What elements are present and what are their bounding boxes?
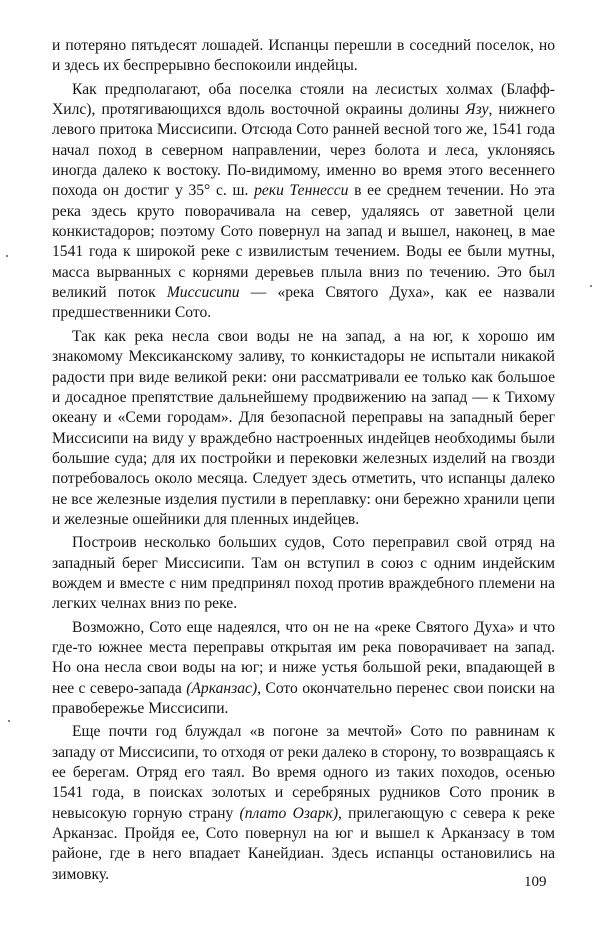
paragraph xyxy=(52,36,555,77)
scan-speck xyxy=(590,285,592,287)
paragraph-text: Как предполагают, оба поселка стояли на лесистых холмах (Блафф-Хилс), протягивающихся вдоль восточной окраины долины Язу, нижнего левого притока Миссисипи. Отсюда Сото ранней весной того же, 1541 года начал поход в северном направлении, через болота и леса, уклоняясь иногда далеко к востоку. По-видимому, именно во время этого весеннего похода он достиг у 35° с. ш. реки Теннесси в ее среднем течении. Но эта река здесь круто поворачивала на север, удаляясь от заветной цели конкистадоров; поэтому Сото повернул на запад и вышел, наконец, в мае 1541 года к широкой реке с извилистым течением. Воды ее были мутны, масса вырванных с корнями деревьев плыла вниз по течению. Это был великий поток Миссисипи — «река Святого Духа», как ее назвали предшественники Сото. xyxy=(52,80,555,322)
scan-speck xyxy=(8,720,10,722)
paragraph-text: Так как река несла свои воды не на запад, а на юг, к хорошо им знакомому Мексиканскому заливу, то конкистадоры не испытали никакой радости при виде великой реки: они рассматривали ее только как большое и досадное препятствие дальнейшему продвижению на запад — к Тихому океану и «Семи городам». Для безопасной переправы на западный берег Миссисипи на виду у враждебно настроенных индейцев необходимы были большие суда; для их постройки и перековки железных изделий на гвозди потребовалось около месяца. Следует здесь отметить, что испанцы далеко не все железные изделия пустили в переплавку: они бережно хранили цепи и железные ошейники для пленных индейцев. xyxy=(52,327,555,528)
paragraph-text: и потеряно пятьдесят лошадей. Испанцы перешли в соседний поселок, но и здесь их беспрерывно беспокоили индейцы. xyxy=(52,37,555,75)
paragraph xyxy=(52,533,555,614)
paragraph-text: Еще почти год блуждал «в погоне за мечтой» Сото по равнинам к западу от Миссисипи, то отходя от реки далеко в сторону, то возвращаясь к ее берегам. Отряд его таял. Во время одного из таких походов, осенью 1541 года, в поисках золотых и серебряных рудников Сото проник в невысокую горную страну (плато Озарк), прилегающую с севера к реке Арканзас. Пройдя ее, Сото повернул на юг и вышел к Арканзасу в том районе, где в него впадает Канейдиан. Здесь испанцы остановились на зимовку. xyxy=(52,723,555,883)
page-body xyxy=(52,36,555,885)
scan-speck xyxy=(6,255,8,257)
paragraph-text: Возможно, Сото еще надеялся, что он не на «реке Святого Духа» и что где-то южнее места переправы открытая им река поворачивает на запад. Но она несла свои воды на юг; и ниже устья большой реки, впадающей в нее с северо-запада (Арканзас), Сото окончательно перенес свои поиски на правобережье Миссисипи. xyxy=(52,618,555,717)
paragraph xyxy=(52,80,555,324)
paragraph xyxy=(52,327,555,530)
paragraph xyxy=(52,618,555,720)
paragraph-text: Построив несколько больших судов, Сото переправил свой отряд на западный берег Миссисипи. Там он вступил в союз с одним индейским вождем и вместе с ним предпринял поход против враждебного племени на легких челнах вниз по реке. xyxy=(52,534,555,613)
paragraph xyxy=(52,722,555,885)
page-number: 109 xyxy=(524,874,547,890)
